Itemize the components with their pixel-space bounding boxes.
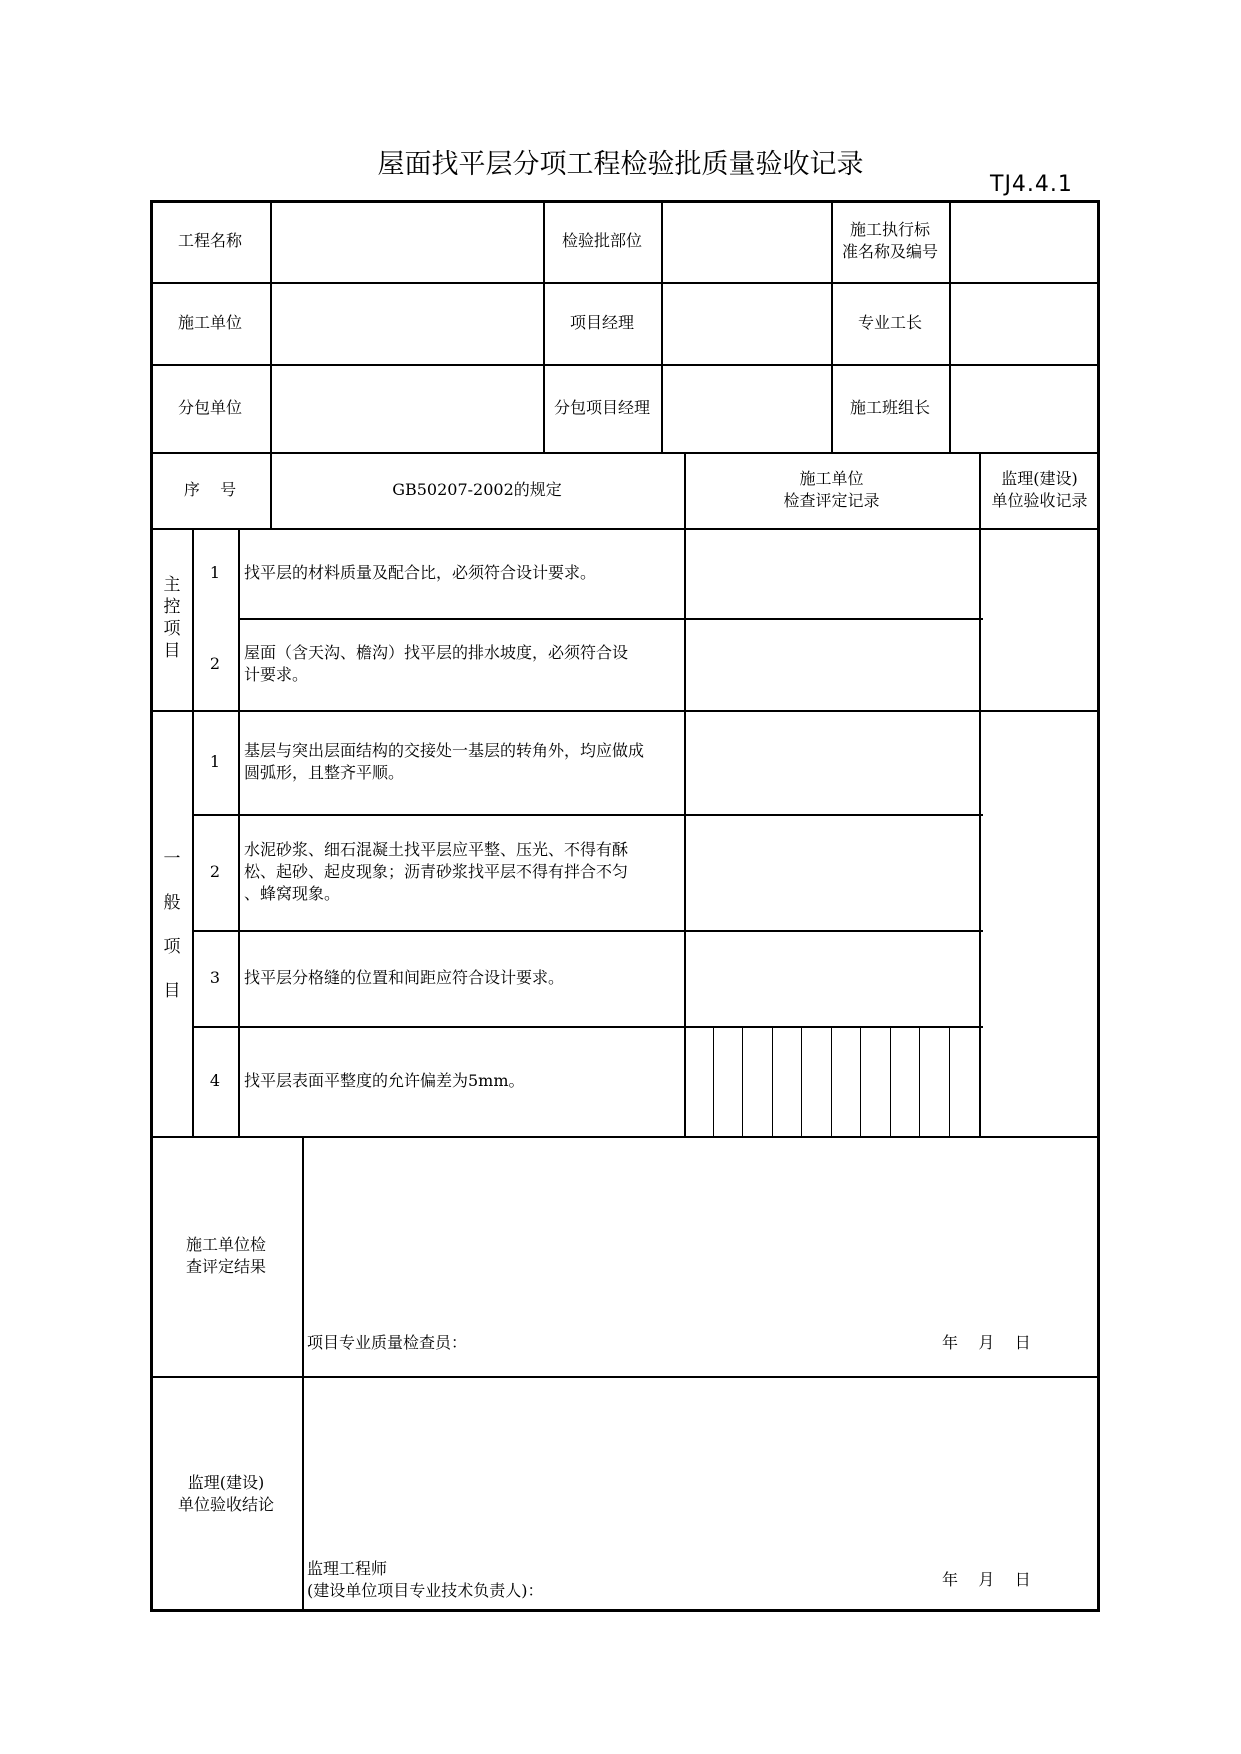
foreman-label: 专业工长 — [857, 313, 922, 332]
item-text-line: 松、起砂、起皮现象；沥青砂浆找平层不得有拌合不匀 — [244, 862, 629, 881]
label-char: 主 — [163, 575, 181, 595]
page-title: 屋面找平层分项工程检验批质量验收记录 — [377, 149, 864, 180]
label-char: 般 — [163, 893, 181, 913]
grid-line — [772, 1026, 773, 1136]
regulation-header: GB50207-2002的规定 — [392, 480, 562, 499]
project-manager-label: 项目经理 — [569, 313, 634, 332]
seq-header: 序 号 — [183, 480, 237, 499]
main-control-label — [152, 574, 192, 662]
label-char: 目 — [163, 641, 181, 661]
label-char: 目 — [163, 981, 181, 1001]
item-text-line: 计要求。 — [244, 665, 309, 684]
result-label — [150, 1136, 302, 1376]
item-text — [244, 710, 680, 814]
subcontractor-value[interactable] — [272, 364, 543, 452]
item-number: 2 — [209, 862, 221, 881]
item-text-line: 圆弧形，且整齐平顺。 — [244, 763, 405, 782]
header-line: 检查评定记录 — [783, 491, 880, 510]
item-number: 4 — [209, 1071, 221, 1090]
sub-manager-value[interactable] — [663, 364, 831, 452]
supervision-record-cell[interactable] — [981, 528, 1100, 710]
result-label-line: 查评定结果 — [185, 1257, 266, 1276]
inspector-signature: 项目专业质量检查员： — [307, 1333, 468, 1352]
conclusion-label — [150, 1376, 302, 1612]
conclusion-label-line: 监理(建设) — [187, 1473, 265, 1492]
sub-manager-label: 分包项目经理 — [553, 398, 650, 417]
grid-line — [713, 1026, 714, 1136]
conclusion-label-line: 单位验收结论 — [177, 1495, 274, 1514]
team-leader-label: 施工班组长 — [849, 398, 930, 417]
label-char: 项 — [163, 937, 181, 957]
standard-value[interactable] — [951, 200, 1100, 282]
item-text-line: 水泥砂浆、细石混凝土找平层应平整、压光、不得有酥 — [244, 840, 629, 859]
supervision-record-cell[interactable] — [981, 710, 1100, 1136]
project-name-label: 工程名称 — [177, 231, 242, 250]
construction-record-cell[interactable] — [686, 618, 979, 710]
supervision-record-header — [979, 452, 1100, 528]
team-leader-value[interactable] — [951, 364, 1100, 452]
construction-unit-value[interactable] — [272, 282, 543, 364]
item-text-line: 基层与突出层面结构的交接处一基层的转角外，均应做成 — [244, 741, 645, 760]
item-text: 找平层的材料质量及配合比，必须符合设计要求。 — [244, 563, 597, 582]
label-char: 一 — [163, 849, 181, 869]
construction-unit-label: 施工单位 — [177, 313, 242, 332]
project-manager-value[interactable] — [663, 282, 831, 364]
inspection-part-value[interactable] — [663, 200, 831, 282]
item-number: 2 — [209, 654, 221, 673]
label-char: 控 — [163, 597, 181, 617]
header-line: 施工单位 — [799, 469, 864, 488]
standard-label-line: 准名称及编号 — [841, 242, 938, 261]
engineer-signature — [307, 1558, 544, 1602]
conclusion-content[interactable] — [304, 1378, 1098, 1558]
engineer-line: 监理工程师 — [307, 1559, 388, 1578]
grid-line — [890, 1026, 891, 1136]
item-text-line: 屋面（含天沟、檐沟）找平层的排水坡度，必须符合设 — [244, 643, 629, 662]
subcontractor-label: 分包单位 — [177, 398, 242, 417]
grid-line — [860, 1026, 861, 1136]
grid-line — [742, 1026, 743, 1136]
grid-line — [801, 1026, 802, 1136]
result-label-line: 施工单位检 — [185, 1235, 266, 1254]
header-line: 单位验收记录 — [991, 491, 1088, 510]
result-date: 年 月 日 — [942, 1333, 1031, 1352]
general-label — [152, 848, 192, 1002]
item-text: 找平层表面平整度的允许偏差为5mm。 — [244, 1071, 525, 1090]
engineer-line: (建设单位项目专业技术负责人)： — [307, 1581, 544, 1600]
construction-record-cell[interactable] — [686, 710, 979, 814]
item-text — [244, 618, 680, 710]
result-content[interactable] — [304, 1138, 1098, 1328]
grid-line — [238, 528, 240, 1136]
item-text: 找平层分格缝的位置和间距应符合设计要求。 — [244, 968, 565, 987]
inspection-part-label: 检验批部位 — [561, 231, 642, 250]
grid-line — [919, 1026, 920, 1136]
header-line: 监理(建设) — [1001, 469, 1078, 488]
construction-record-cell[interactable] — [686, 814, 979, 930]
form-code: TJ4.4.1 — [990, 172, 1073, 197]
item-text-line: 、蜂窝现象。 — [244, 884, 341, 903]
item-number: 1 — [209, 563, 221, 582]
item-text — [244, 814, 680, 930]
standard-label — [831, 200, 949, 282]
conclusion-date: 年 月 日 — [942, 1570, 1031, 1589]
project-name-value[interactable] — [272, 200, 543, 282]
label-char: 项 — [163, 619, 181, 639]
construction-record-cell[interactable] — [686, 930, 979, 1026]
grid-line — [831, 1026, 832, 1136]
construction-record-cell[interactable] — [686, 528, 979, 618]
foreman-value[interactable] — [951, 282, 1100, 364]
construction-record-header — [684, 452, 979, 528]
item-number: 1 — [209, 752, 221, 771]
standard-label-line: 施工执行标 — [849, 220, 930, 239]
grid-line — [949, 1026, 950, 1136]
item-number: 3 — [209, 968, 221, 987]
